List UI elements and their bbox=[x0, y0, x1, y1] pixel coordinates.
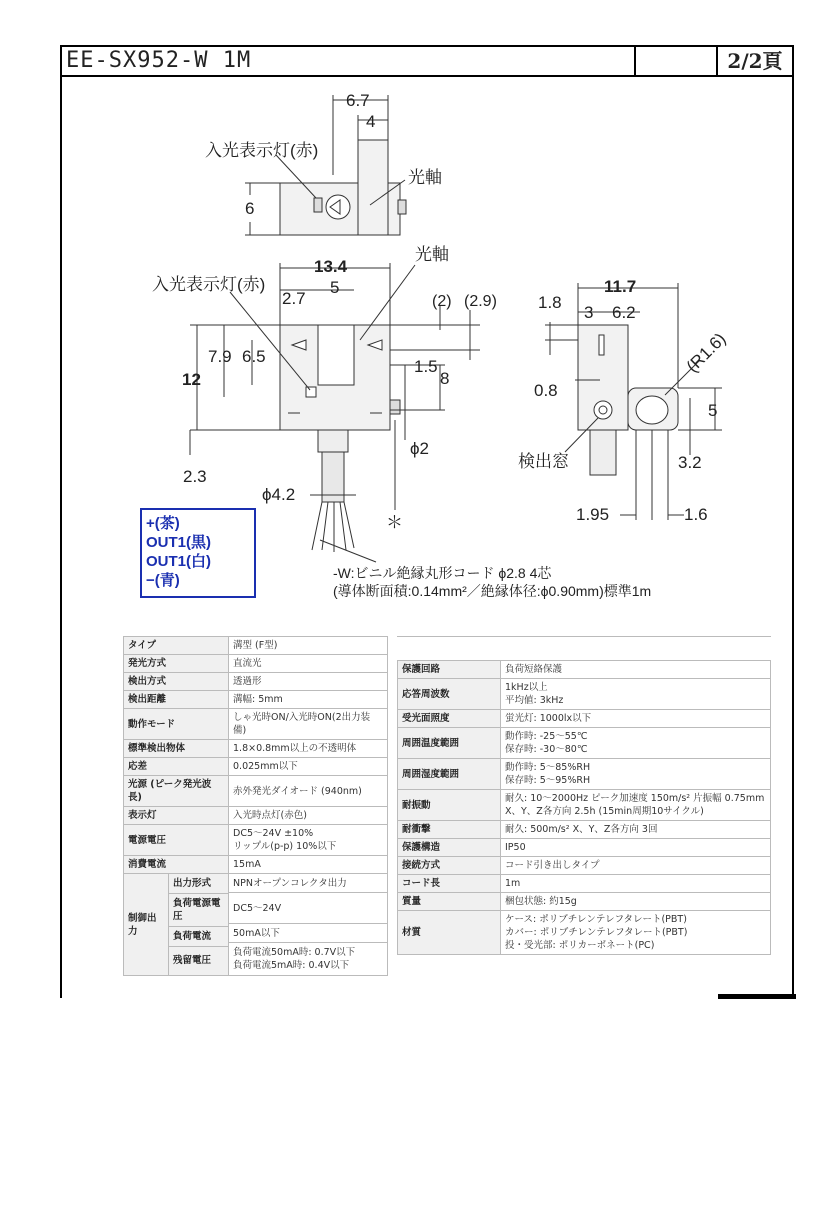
wire-color-legend bbox=[140, 508, 256, 598]
spec-value: 入光時点灯(赤色) bbox=[229, 807, 388, 825]
spec-key: 負荷電源電圧 bbox=[169, 894, 228, 927]
dim-front-13-4: 13.4 bbox=[314, 257, 348, 276]
spec-key-control: 制御出力 bbox=[124, 874, 169, 975]
table-row bbox=[398, 821, 771, 839]
spec-value: 透過形 bbox=[229, 673, 388, 691]
spec-key: 出力形式 bbox=[169, 874, 228, 894]
dim-front-12: 12 bbox=[182, 370, 201, 389]
right-table-top-line bbox=[397, 636, 771, 661]
table-row bbox=[124, 637, 388, 655]
table-row bbox=[124, 874, 388, 893]
table-row bbox=[398, 911, 771, 955]
top-view-slot bbox=[358, 140, 388, 235]
spec-value-line: X、Y、Z各方向 2.5h (15min周期10サイクル) bbox=[505, 806, 704, 817]
spec-key-group bbox=[124, 874, 229, 976]
spec-key: 光源 (ピーク発光波長) bbox=[124, 776, 229, 807]
table-row bbox=[124, 776, 388, 807]
spec-value-line: ケース: ポリブチレンテレフタレート(PBT) bbox=[505, 914, 687, 925]
spec-value-line: 耐久: 10〜2000Hz ピーク加速度 150m/s² 片振幅 0.75mm bbox=[505, 793, 765, 804]
spec-value: 耐久: 500m/s² X、Y、Z各方向 3回 bbox=[501, 821, 771, 839]
spec-key: コード長 bbox=[398, 875, 501, 893]
spec-value bbox=[501, 911, 771, 955]
page-number: 2/2頁 bbox=[727, 49, 783, 73]
table-row bbox=[398, 875, 771, 893]
spec-value: IP50 bbox=[501, 839, 771, 857]
cord-note-1: -W:ビニル絶縁丸形コード ϕ2.8 4芯 bbox=[333, 565, 552, 581]
label-front-axis: 光軸 bbox=[415, 245, 449, 264]
dim-top-6-7: 6.7 bbox=[346, 91, 370, 110]
spec-value bbox=[501, 790, 771, 821]
table-row bbox=[398, 661, 771, 679]
spec-key: 表示灯 bbox=[124, 807, 229, 825]
spec-value bbox=[229, 943, 388, 976]
spec-value: 15mA bbox=[229, 856, 388, 874]
front-view-slot bbox=[318, 325, 354, 385]
spec-value: 負荷短絡保護 bbox=[501, 661, 771, 679]
spec-key: 接続方式 bbox=[398, 857, 501, 875]
spec-value-line: カバー: ポリブチレンテレフタレート(PBT) bbox=[505, 927, 688, 938]
table-row bbox=[124, 758, 388, 776]
table-row bbox=[398, 857, 771, 875]
table-row bbox=[398, 839, 771, 857]
spec-key: 応答周波数 bbox=[398, 679, 501, 710]
front-view-cord-boot bbox=[318, 430, 348, 452]
table-row bbox=[398, 893, 771, 911]
spec-value-line: 保存時: -30〜80℃ bbox=[505, 744, 588, 755]
label-front-led: 入光表示灯(赤) bbox=[152, 275, 266, 294]
spec-value: 赤外発光ダイオード (940nm) bbox=[229, 776, 388, 807]
spec-value: 1m bbox=[501, 875, 771, 893]
spec-value-line: 負荷電流5mA時: 0.4V以下 bbox=[233, 960, 350, 972]
spec-value bbox=[501, 679, 771, 710]
table-row bbox=[398, 728, 771, 759]
spec-value-line: 動作時: -25〜55℃ bbox=[505, 731, 588, 742]
dim-front-1-5: 1.5 bbox=[414, 357, 438, 376]
spec-key: 受光面照度 bbox=[398, 710, 501, 728]
model-title: EE-SX952-W 1M bbox=[62, 47, 636, 75]
spec-key: 消費電流 bbox=[124, 856, 229, 874]
dim-front-8: 8 bbox=[440, 369, 450, 388]
spec-key: 質量 bbox=[398, 893, 501, 911]
spec-value: 直流光 bbox=[229, 655, 388, 673]
spec-table-left bbox=[123, 636, 388, 976]
spec-value: DC5〜24V bbox=[229, 893, 388, 924]
dim-side-1-6: 1.6 bbox=[684, 505, 708, 524]
spec-value: 50mA以下 bbox=[229, 924, 388, 943]
spec-value-line: DC5〜24V ±10% bbox=[233, 828, 314, 839]
dim-side-1-8: 1.8 bbox=[538, 293, 562, 312]
spec-key: 周囲湿度範囲 bbox=[398, 759, 501, 790]
dim-side-0-8: 0.8 bbox=[534, 381, 558, 400]
dim-front-phi2: ϕ2 bbox=[410, 439, 429, 458]
spec-key: 検出距離 bbox=[124, 691, 229, 709]
table-row bbox=[398, 759, 771, 790]
spec-value: コード引き出しタイプ bbox=[501, 857, 771, 875]
spec-value-line: 投・受光部: ポリカーボネート(PC) bbox=[505, 940, 655, 951]
wire-brown: +(茶) bbox=[146, 515, 180, 532]
dim-side-6-2: 6.2 bbox=[612, 303, 636, 322]
cord-note-2: (導体断面積:0.14mm²／絶縁体径:ϕ0.90mm)標準1m bbox=[333, 583, 652, 599]
table-row bbox=[124, 673, 388, 691]
spec-key: 保護回路 bbox=[398, 661, 501, 679]
table-row bbox=[124, 709, 388, 740]
label-side-window: 検出窓 bbox=[518, 452, 569, 471]
dim-front-6-5: 6.5 bbox=[242, 347, 266, 366]
label-top-axis: 光軸 bbox=[408, 168, 442, 187]
spec-value-line: リップル(p-p) 10%以下 bbox=[233, 841, 337, 852]
wire-black: OUT1(黒) bbox=[146, 534, 211, 551]
dim-side-1-95: 1.95 bbox=[576, 505, 610, 524]
dim-front-2-3: 2.3 bbox=[183, 467, 207, 486]
dim-top-6: 6 bbox=[245, 199, 255, 218]
table-row bbox=[124, 807, 388, 825]
spec-value-line: 負荷電流50mA時: 0.7V以下 bbox=[233, 947, 356, 959]
spec-key: 残留電圧 bbox=[173, 955, 212, 966]
dim-side-3: 3 bbox=[584, 303, 594, 322]
spec-key: タイプ bbox=[124, 637, 229, 655]
label-top-led: 入光表示灯(赤) bbox=[205, 141, 319, 160]
wire-white: OUT1(白) bbox=[146, 553, 211, 570]
table-row bbox=[124, 691, 388, 709]
dim-side-3-2: 3.2 bbox=[678, 453, 702, 472]
spec-key: 保護構造 bbox=[398, 839, 501, 857]
spec-value-line: 保存時: 5〜95%RH bbox=[505, 775, 591, 786]
spec-table-right bbox=[397, 660, 771, 955]
table-row bbox=[398, 679, 771, 710]
table-row bbox=[124, 655, 388, 673]
spec-key: 標準検出物体 bbox=[124, 740, 229, 758]
table-row bbox=[398, 790, 771, 821]
dim-side-11-7: 11.7 bbox=[604, 277, 637, 296]
spec-key: 検出方式 bbox=[124, 673, 229, 691]
footer-bar bbox=[718, 994, 796, 999]
dim-side-5: 5 bbox=[708, 401, 718, 420]
spec-value: 梱包状態: 約15g bbox=[501, 893, 771, 911]
spec-key: 電源電圧 bbox=[124, 825, 229, 856]
spec-key: 耐衝撃 bbox=[398, 821, 501, 839]
dim-front-7-9: 7.9 bbox=[208, 347, 232, 366]
spec-key: 耐振動 bbox=[398, 790, 501, 821]
dim-front-2: (2) bbox=[432, 293, 452, 310]
spec-value bbox=[501, 759, 771, 790]
spec-value-line: 平均値: 3kHz bbox=[505, 695, 564, 706]
spec-value: NPNオープンコレクタ出力 bbox=[229, 874, 388, 893]
dim-front-2-9: (2.9) bbox=[464, 293, 497, 310]
spec-key: 応差 bbox=[124, 758, 229, 776]
table-row bbox=[124, 825, 388, 856]
spec-value: 溝幅: 5mm bbox=[229, 691, 388, 709]
spec-value: 0.025mm以下 bbox=[229, 758, 388, 776]
spec-key: 周囲温度範囲 bbox=[398, 728, 501, 759]
table-row bbox=[124, 856, 388, 874]
spec-key: 負荷電流 bbox=[169, 927, 228, 947]
dim-front-phi4-2: ϕ4.2 bbox=[262, 485, 296, 504]
spec-value: しゃ光時ON/入光時ON(2出力装備) bbox=[229, 709, 388, 740]
spec-value-line: 1kHz以上 bbox=[505, 682, 548, 693]
spec-key: 発光方式 bbox=[124, 655, 229, 673]
table-row bbox=[398, 710, 771, 728]
front-asterisk: ＊ bbox=[386, 513, 403, 532]
spec-value: 蛍光灯: 1000lx以下 bbox=[501, 710, 771, 728]
dim-top-4: 4 bbox=[366, 112, 376, 131]
wire-blue: −(青) bbox=[146, 572, 180, 589]
spec-value-line: 動作時: 5〜85%RH bbox=[505, 762, 591, 773]
dim-side-r1-6: (R1.6) bbox=[682, 329, 730, 377]
spec-key: 動作モード bbox=[124, 709, 229, 740]
dim-front-5: 5 bbox=[330, 278, 340, 297]
spec-value bbox=[229, 825, 388, 856]
table-row bbox=[124, 740, 388, 758]
spec-value: 1.8×0.8mm以上の不透明体 bbox=[229, 740, 388, 758]
dim-front-2-7: 2.7 bbox=[282, 289, 306, 308]
spec-key: 材質 bbox=[398, 911, 501, 955]
spec-value bbox=[501, 728, 771, 759]
spec-value: 溝型 (F型) bbox=[229, 637, 388, 655]
